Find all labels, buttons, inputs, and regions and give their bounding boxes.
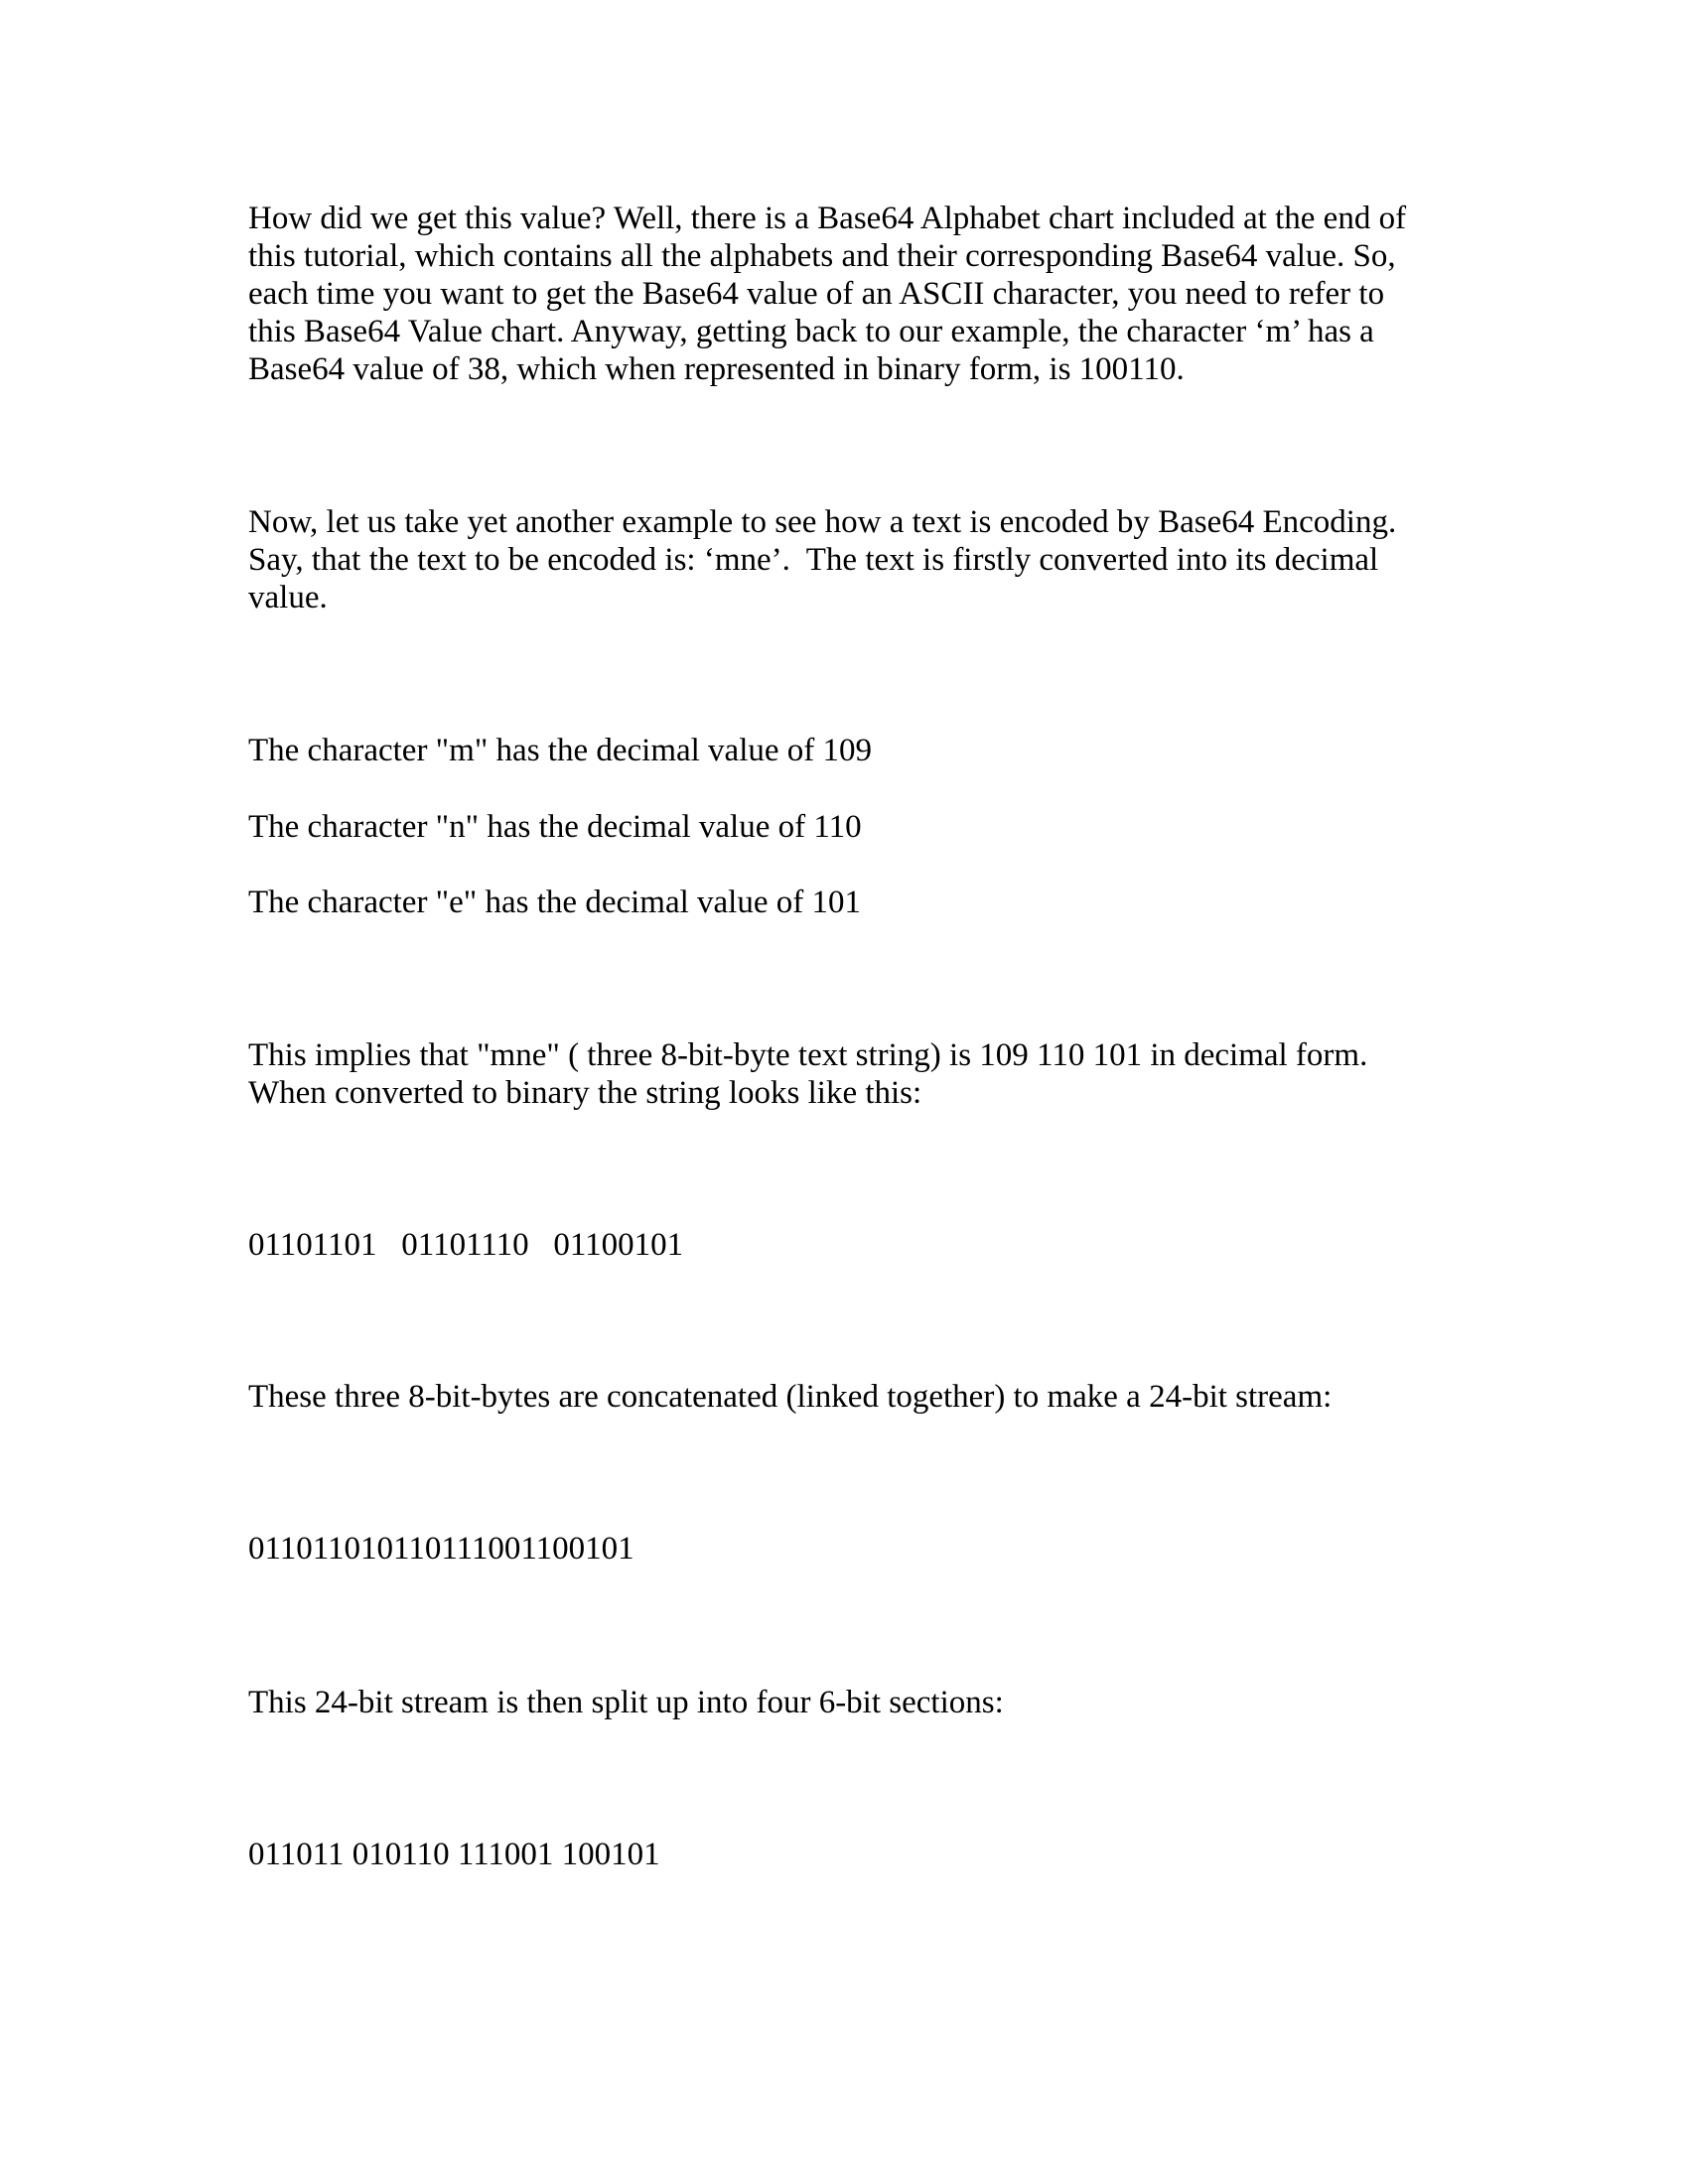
- paragraph-line: Now, let us take yet another example to see how a text is encoded by Base64 Encoding.: [248, 504, 1397, 540]
- paragraph-line: this Base64 Value chart. Anyway, getting back to our example, the character ‘m’ has a: [248, 314, 1374, 349]
- six-bit-sections: 011011 010110 111001 100101: [248, 1837, 660, 1872]
- paragraph-line: This implies that "mne" ( three 8-bit-byte text string) is 109 110 101 in decimal form.: [248, 1037, 1368, 1073]
- paragraph-line: each time you want to get the Base64 value of an ASCII character, you need to refer to: [248, 276, 1385, 312]
- paragraph-concatenation: These three 8-bit-bytes are concatenated (linked together) to make a 24-bit stream:: [248, 1379, 1333, 1415]
- paragraph-line: When converted to binary the string looks like this:: [248, 1075, 922, 1111]
- paragraph-split-sections: This 24-bit stream is then split up into four 6-bit sections:: [248, 1685, 1004, 1720]
- character-value-e: The character "e" has the decimal value of 101: [248, 885, 861, 920]
- binary-bytes: 01101101 01101110 01100101: [248, 1227, 684, 1263]
- paragraph-line: Base64 value of 38, which when represented in binary form, is 100110.: [248, 351, 1185, 387]
- bit-stream-24: 011011010110111001100101: [248, 1531, 634, 1567]
- paragraph-line: Say, that the text to be encoded is: ‘mne’. The text is firstly converted into its decimal: [248, 542, 1379, 578]
- paragraph-line: value.: [248, 580, 328, 615]
- paragraph-line: How did we get this value? Well, there is a Base64 Alphabet chart included at the end of: [248, 201, 1407, 236]
- character-value-m: The character "m" has the decimal value of 109: [248, 733, 872, 768]
- paragraph-line: this tutorial, which contains all the alphabets and their corresponding Base64 value. So,: [248, 238, 1396, 274]
- character-value-n: The character "n" has the decimal value of 110: [248, 809, 862, 845]
